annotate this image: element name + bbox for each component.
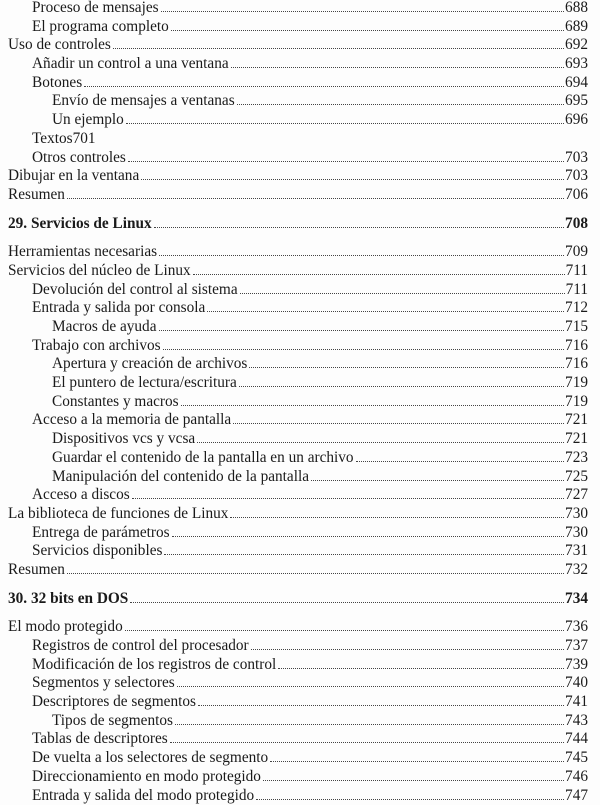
toc-entry (0, 243, 600, 262)
toc-entry (0, 36, 600, 55)
toc-entry-title: Constantes y macros (52, 393, 179, 412)
toc-entry (0, 149, 600, 168)
toc-entry (0, 374, 600, 393)
toc-entry-page: 719 (565, 374, 588, 393)
toc-entry-page: 741 (565, 693, 588, 712)
toc-entry-title: El programa completo (32, 18, 169, 37)
toc-entry (0, 449, 600, 468)
dot-leader (198, 704, 564, 706)
toc-entry-title: Entrada y salida del modo protegido (32, 787, 254, 805)
toc-entry-page: 706 (565, 186, 588, 205)
toc-entry-page: 689 (565, 18, 588, 37)
dot-leader (159, 329, 565, 331)
toc-entry-title: Registros de control del procesador (32, 637, 249, 656)
toc-entry (0, 468, 600, 487)
toc-entry-title: Resumen (8, 186, 65, 205)
toc-entry-page: 727 (565, 486, 588, 505)
dot-leader (67, 197, 564, 199)
dot-leader (164, 553, 564, 555)
toc-entry-page: 725 (565, 468, 588, 487)
toc-entry-page: 745 (565, 749, 588, 768)
dot-leader (278, 667, 564, 669)
dot-leader (233, 422, 564, 424)
toc-entry-page: 730 (565, 505, 588, 524)
dot-leader (159, 254, 564, 256)
dot-leader (126, 122, 564, 124)
toc-entry-page: 693 (565, 55, 588, 74)
toc-entry-page: 730 (565, 524, 588, 543)
toc-entry-page: 740 (565, 674, 588, 693)
dot-leader (177, 685, 564, 687)
dot-leader (161, 10, 564, 12)
dot-leader (311, 479, 564, 481)
toc-entry-page: 731 (565, 542, 588, 561)
toc-entry (0, 18, 600, 37)
toc-entry-title: Direccionamiento en modo protegido (32, 768, 261, 787)
dot-leader (171, 29, 564, 31)
toc-entry-title: Tipos de segmentos (52, 712, 173, 731)
toc-entry-page: 696 (565, 111, 588, 130)
toc-entry-page: 716 (565, 355, 588, 374)
toc-entry (0, 430, 600, 449)
dot-leader (84, 85, 564, 87)
toc-entry-page: 719 (565, 393, 588, 412)
toc-entry-title: Macros de ayuda (52, 318, 157, 337)
toc-entry-title: Descriptores de segmentos (32, 693, 196, 712)
dot-leader (207, 310, 564, 312)
toc-entry-title: Manipulación del contenido de la pantalla (52, 468, 309, 487)
toc-entry-page: 744 (565, 730, 588, 749)
dot-leader (163, 348, 564, 350)
dot-leader (251, 648, 564, 650)
toc-entry-page: 709 (565, 243, 588, 262)
dot-leader (256, 798, 564, 800)
toc-entry-title: Resumen (8, 561, 65, 580)
toc-entry-page: 703 (565, 167, 588, 186)
dot-leader (263, 779, 564, 781)
toc-entry (0, 281, 600, 300)
toc-entry-title: Envío de mensajes a ventanas (52, 92, 235, 111)
toc-entry (0, 486, 600, 505)
dot-leader (132, 497, 564, 499)
dot-leader (128, 160, 564, 162)
toc-entry-title: Entrega de parámetros (32, 524, 170, 543)
toc-entry-title: El modo protegido (8, 618, 123, 637)
dot-leader (181, 404, 564, 406)
toc-entry-page: 711 (566, 281, 588, 300)
dot-leader (249, 366, 564, 368)
dot-leader (175, 723, 564, 725)
toc-entry (0, 768, 600, 787)
toc-entry-title: Textos701 (32, 130, 96, 149)
toc-entry (0, 55, 600, 74)
toc-entry (0, 92, 600, 111)
toc-entry-title: De vuelta a los selectores de segmento (32, 749, 268, 768)
toc-entry (0, 524, 600, 543)
toc-entry-page: 723 (565, 449, 588, 468)
toc-entry (0, 693, 600, 712)
toc-entry-page: 737 (565, 637, 588, 656)
toc-entry-title: Entrada y salida por consola (32, 299, 205, 318)
toc-entry-page: 743 (565, 712, 588, 731)
dot-leader (193, 273, 565, 275)
toc-entry-page: 711 (566, 262, 588, 281)
dot-leader (197, 441, 564, 443)
toc-entry-title: Tablas de descriptores (32, 730, 168, 749)
dot-leader (113, 47, 564, 49)
toc-entry-title: Uso de controles (8, 36, 111, 55)
toc-entry-title: 29. Servicios de Linux (8, 215, 152, 234)
toc-entry (0, 393, 600, 412)
toc-entry (0, 262, 600, 281)
chapter-heading (0, 215, 600, 234)
toc-entry (0, 111, 600, 130)
toc-entry (0, 637, 600, 656)
toc-entry-title: Modificación de los registros de control (32, 656, 276, 675)
toc-entry-title: Añadir un control a una ventana (32, 55, 229, 74)
toc-entry (0, 542, 600, 561)
toc-entry-title: El puntero de lectura/escritura (52, 374, 237, 393)
dot-leader (154, 226, 564, 228)
dot-leader (141, 178, 564, 180)
toc-entry (0, 337, 600, 356)
toc-entry-title: Un ejemplo (52, 111, 124, 130)
dot-leader (67, 572, 564, 574)
toc-entry-title: La biblioteca de funciones de Linux (8, 505, 228, 524)
dot-leader (239, 385, 564, 387)
toc-entry-page: 703 (565, 149, 588, 168)
toc-entry (0, 0, 600, 18)
toc-entry-page: 747 (565, 787, 588, 805)
toc-entry (0, 561, 600, 580)
dot-leader (170, 741, 564, 743)
toc-entry-page: 721 (565, 430, 588, 449)
toc-entry (0, 505, 600, 524)
toc-entry (0, 299, 600, 318)
toc-entry-title: Trabajo con archivos (32, 337, 161, 356)
toc-entry (0, 656, 600, 675)
toc-entry-page: 734 (565, 590, 588, 609)
toc-entry (0, 186, 600, 205)
toc-entry-page: 715 (565, 318, 588, 337)
toc-entry-title: Dibujar en la ventana (8, 167, 139, 186)
toc-entry (0, 712, 600, 731)
toc-entry-title: Segmentos y selectores (32, 674, 175, 693)
toc-entry-page: 746 (565, 768, 588, 787)
dot-leader (270, 760, 564, 762)
toc-entry (0, 318, 600, 337)
toc-entry (0, 411, 600, 430)
toc-entry (0, 167, 600, 186)
toc-entry-page: 708 (565, 215, 588, 234)
toc-entry (0, 74, 600, 93)
toc-entry (0, 749, 600, 768)
toc-entry-title: Apertura y creación de archivos (52, 355, 247, 374)
toc-entry-title: Botones (32, 74, 82, 93)
toc-entry-title: Acceso a discos (32, 486, 130, 505)
toc-entry-page: 694 (565, 74, 588, 93)
toc-entry-title: Acceso a la memoria de pantalla (32, 411, 231, 430)
toc-entry-title: Servicios del núcleo de Linux (8, 262, 191, 281)
toc-entry-title: 30. 32 bits en DOS (8, 590, 128, 609)
toc-entry (0, 787, 600, 805)
toc-entry-page: 688 (565, 0, 588, 18)
toc-entry (0, 618, 600, 637)
toc-entry (0, 674, 600, 693)
toc-entry (0, 130, 600, 149)
toc-entry-page: 736 (565, 618, 588, 637)
dot-leader (230, 516, 564, 518)
toc-entry-page: 721 (565, 411, 588, 430)
toc-entry-title: Otros controles (32, 149, 126, 168)
toc-entry-page: 716 (565, 337, 588, 356)
dot-leader (231, 66, 564, 68)
toc-entry (0, 730, 600, 749)
chapter-heading (0, 590, 600, 609)
toc-entry-title: Proceso de mensajes (32, 0, 159, 18)
dot-leader (130, 601, 564, 603)
toc-entry-page: 695 (565, 92, 588, 111)
toc-entry-title: Dispositivos vcs y vcsa (52, 430, 195, 449)
dot-leader (172, 535, 564, 537)
toc-entry-page: 739 (565, 656, 588, 675)
toc-entry-title: Devolución del control al sistema (32, 281, 238, 300)
toc-entry-title: Herramientas necesarias (8, 243, 157, 262)
dot-leader (125, 629, 564, 631)
dot-leader (237, 103, 564, 105)
toc-entry-page: 692 (565, 36, 588, 55)
toc-entry-title: Guardar el contenido de la pantalla en un archivo (52, 449, 354, 468)
toc-entry-title: Servicios disponibles (32, 542, 162, 561)
dot-leader (240, 292, 565, 294)
toc-entry-page: 732 (565, 561, 588, 580)
toc-entry (0, 355, 600, 374)
dot-leader (356, 460, 564, 462)
toc-entry-page: 712 (565, 299, 588, 318)
